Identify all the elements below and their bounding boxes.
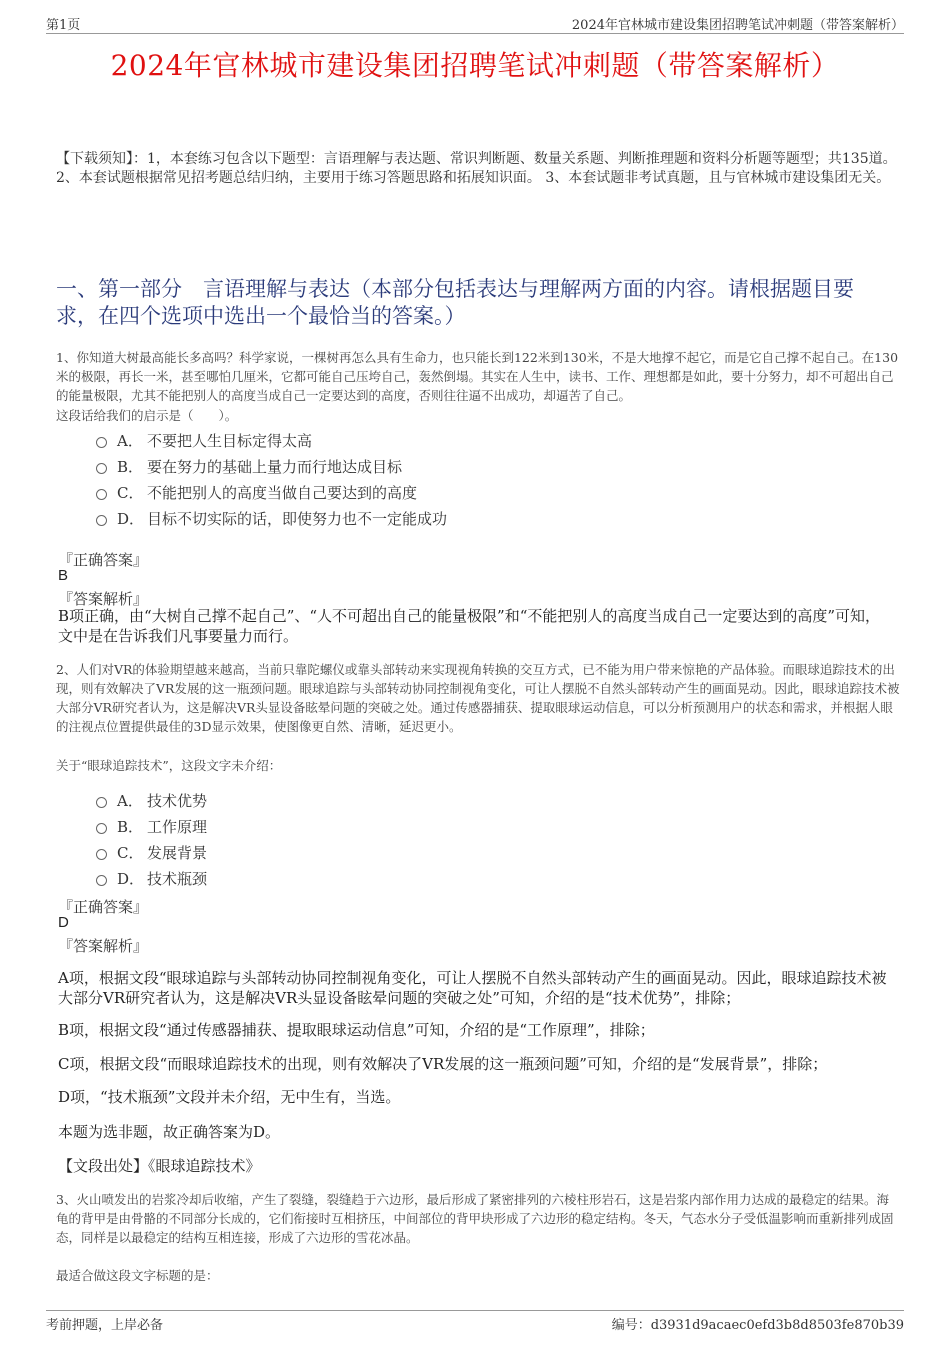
option-text: 不能把别人的高度当做自己要达到的高度 bbox=[147, 484, 418, 502]
q1-prompt: 这段话给我们的启示是（ ）。 bbox=[56, 408, 238, 423]
q2-option-b[interactable] bbox=[96, 816, 207, 837]
q2-option-a[interactable] bbox=[96, 790, 207, 811]
q2-text: 2、人们对VR的体验期望越来越高，当前只靠陀螺仪或靠头部转动来实现视角转换的交互方式，已不能为用户带来惊艳的产品体验。而眼球追踪技术的出现，则有效解决了VR发展的这一瓶颈问题。眼球追踪与头部转动协同控制视角变化，可让人摆脱不自然头部转动产生的画面晃动。因此，眼球追踪技术被大部分VR研究者认为，这是解决VR头显设备眩晕问题的突破之处。通过传感器捕获、提取眼球运动信息，可以分析预测用户的状态和需求，并根据人眼的注视点位置提供最佳的3D显示效果，使图像更自然、清晰，延迟更小。 bbox=[56, 662, 900, 734]
q2-analysis-a: A项，根据文段“眼球追踪与头部转动协同控制视角变化，可让人摆脱不自然头部转动产生的画面晃动。因此，眼球追踪技术被大部分VR研究者认为，这是解决VR头显设备眩晕问题的突破之处”可知，介绍的是“技术优势”，排除； bbox=[58, 969, 887, 1007]
footer-slogan: 考前押题，上岸必备 bbox=[46, 1318, 164, 1333]
option-text: 发展背景 bbox=[147, 844, 208, 862]
q2-option-d[interactable] bbox=[96, 868, 207, 889]
footer-doc-id: 编号：d3931d9acaec0efd3b8d8503fe870b39 bbox=[611, 1318, 904, 1333]
q2-source: 【文段出处】《眼球追踪技术》 bbox=[58, 1157, 261, 1175]
q1-answer: B bbox=[58, 567, 69, 584]
q1-option-b[interactable] bbox=[96, 456, 402, 477]
option-letter: A． bbox=[117, 792, 143, 810]
q1-analysis-label: 『答案解析』 bbox=[58, 590, 149, 608]
option-text: 技术瓶颈 bbox=[147, 870, 208, 888]
q2-answer: D bbox=[58, 914, 69, 931]
q2-prompt: 关于“眼球追踪技术”，这段文字未介绍： bbox=[56, 758, 282, 773]
radio-icon[interactable] bbox=[96, 437, 107, 448]
option-letter: D． bbox=[117, 870, 145, 888]
q1-analysis: B项正确，由“大树自己撑不起自己”、“人不可超出自己的能量极限”和“不能把别人的高度当成自己一定要达到的高度”可知，文中是在告诉我们凡事要量力而行。 bbox=[58, 607, 881, 645]
q1-text: 1、你知道大树最高能长多高吗？科学家说，一棵树再怎么具有生命力，也只能长到122米到130米，不是大地撑不起它，而是它自己撑不起自己。在130米的极限，再长一米，甚至哪怕几厘米，它都可能自己压垮自己，轰然倒塌。其实在人生中，读书、工作、理想都是如此，要十分努力，却不可超出自己的能量极限，尤其不能把别人的高度当成自己一定要达到的高度，否则往往逼不出成功，却逼苦了自己。 bbox=[56, 350, 899, 403]
radio-icon[interactable] bbox=[96, 463, 107, 474]
header-doc-title: 2024年官林城市建设集团招聘笔试冲刺题（带答案解析） bbox=[571, 18, 904, 33]
footer-divider bbox=[46, 1310, 904, 1311]
q2-analysis-label: 『答案解析』 bbox=[58, 937, 149, 955]
q3-prompt: 最适合做这段文字标题的是： bbox=[56, 1268, 219, 1283]
q1-option-a[interactable] bbox=[96, 430, 312, 451]
option-letter: C． bbox=[117, 484, 144, 502]
page-number: 第1页 bbox=[46, 18, 81, 33]
q2-analysis-c: C项，根据文段“而眼球追踪技术的出现，则有效解决了VR发展的这一瓶颈问题”可知，介绍的是“发展背景”，排除； bbox=[58, 1055, 828, 1073]
q1-correct-label: 『正确答案』 bbox=[58, 551, 149, 569]
option-letter: B． bbox=[117, 818, 144, 836]
q3-text: 3、火山喷发出的岩浆冷却后收缩，产生了裂缝，裂缝趋于六边形，最后形成了紧密排列的六棱柱形岩石，这是岩浆内部作用力达成的最稳定的结果。海龟的背甲是由骨骼的不同部分长成的，它们衔接时互相挤压，中间部位的背甲块形成了六边形的稳定结构。冬天，气态水分子受低温影响而重新排列成固态，同样是以最稳定的结构互相连接，形成了六边形的雪花冰晶。 bbox=[56, 1192, 894, 1245]
q2-analysis-d: D项，“技术瓶颈”文段并未介绍，无中生有，当选。 bbox=[58, 1088, 401, 1106]
option-letter: C． bbox=[117, 844, 144, 862]
radio-icon[interactable] bbox=[96, 849, 107, 860]
radio-icon[interactable] bbox=[96, 515, 107, 526]
option-letter: D． bbox=[117, 510, 145, 528]
radio-icon[interactable] bbox=[96, 875, 107, 886]
page-title: 2024年官林城市建设集团招聘笔试冲刺题（带答案解析） bbox=[110, 49, 840, 82]
q2-analysis-conclusion: 本题为选非题，故正确答案为D。 bbox=[58, 1123, 281, 1141]
q2-option-c[interactable] bbox=[96, 842, 207, 863]
option-text: 不要把人生目标定得太高 bbox=[147, 432, 313, 450]
radio-icon[interactable] bbox=[96, 823, 107, 834]
section-heading: 一、第一部分 言语理解与表达（本部分包括表达与理解两方面的内容。请根据题目要求，在四个选项中选出一个最恰当的答案。） bbox=[56, 277, 854, 328]
option-letter: B． bbox=[117, 458, 144, 476]
q1-option-d[interactable] bbox=[96, 508, 447, 529]
q2-analysis-b: B项，根据文段“通过传感器捕获、提取眼球运动信息”可知，介绍的是“工作原理”，排除； bbox=[58, 1021, 655, 1039]
option-text: 目标不切实际的话，即使努力也不一定能成功 bbox=[147, 510, 448, 528]
header-divider bbox=[46, 33, 904, 34]
option-text: 要在努力的基础上量力而行地达成目标 bbox=[147, 458, 403, 476]
option-letter: A． bbox=[117, 432, 143, 450]
q2-correct-label: 『正确答案』 bbox=[58, 898, 149, 916]
radio-icon[interactable] bbox=[96, 797, 107, 808]
q1-option-c[interactable] bbox=[96, 482, 417, 503]
radio-icon[interactable] bbox=[96, 489, 107, 500]
download-notice: 【下载须知】：1，本套练习包含以下题型：言语理解与表达题、常识判断题、数量关系题、判断推理题和资料分析题等题型；共135道。 2、本套试题根据常见招考题总结归纳，主要用于练习答题思路和拓展知识面。 3、本套试题非考试真题，且与官林城市建设集团无关。 bbox=[56, 151, 897, 186]
option-text: 工作原理 bbox=[147, 818, 208, 836]
option-text: 技术优势 bbox=[147, 792, 208, 810]
